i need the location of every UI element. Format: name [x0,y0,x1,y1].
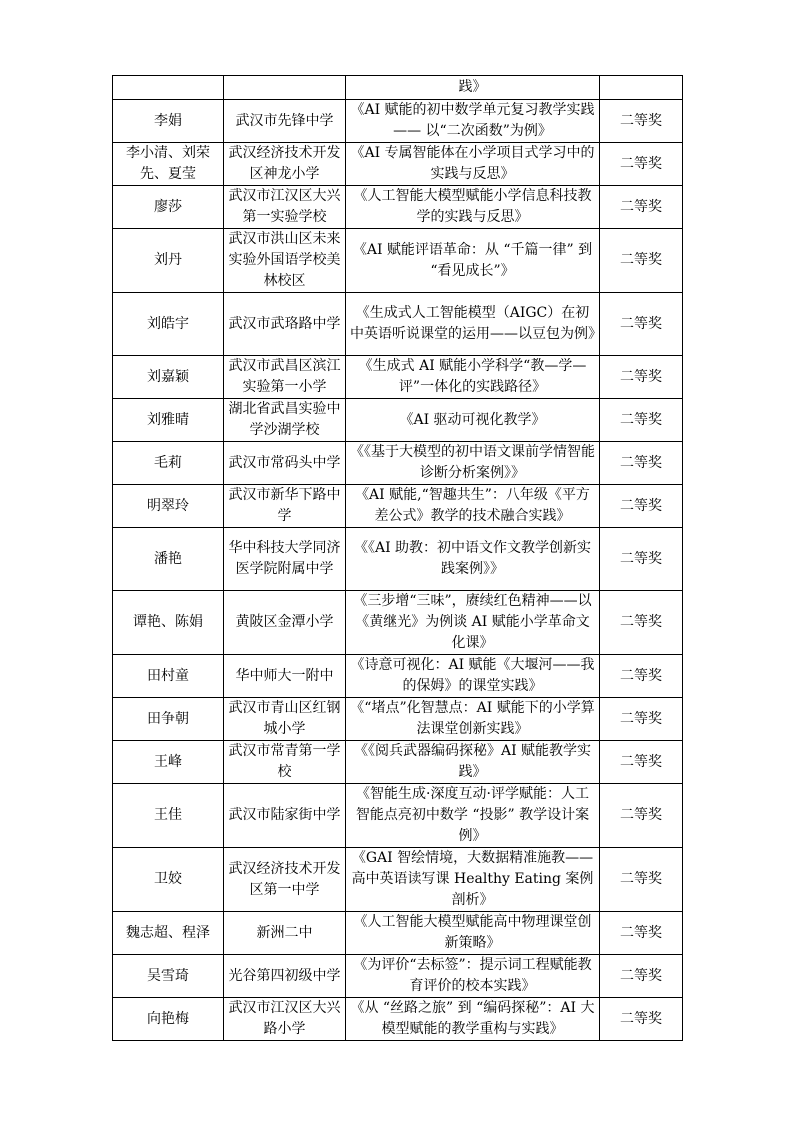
table-row [113,655,683,698]
project-title-cell: 《GAI 智绘情境，大数据精准施教——高中英语读写课 Healthy Eating 案例剖析》 [346,848,600,912]
table-row [113,591,683,655]
project-title-cell: 《智能生成·深度互动·评学赋能：人工智能点亮初中数学 “投影” 教学设计案例》 [346,784,600,848]
award-level-cell: 二等奖 [600,848,683,912]
winner-name-cell: 吴雪琦 [113,955,224,998]
school-cell: 光谷第四初级中学 [224,955,346,998]
document-page [112,75,682,1041]
award-level-cell: 二等奖 [600,655,683,698]
table-row [113,528,683,591]
winner-name-cell: 毛莉 [113,442,224,485]
table-row [113,100,683,143]
school-cell: 武汉市武昌区滨江实验第一小学 [224,356,346,399]
school-cell: 武汉市常青第一学校 [224,741,346,784]
table-row [113,356,683,399]
school-cell: 武汉市陆家街中学 [224,784,346,848]
winner-name-cell: 潘艳 [113,528,224,591]
project-title-cell: 《AI 赋能评语革命：从 “千篇一律” 到 “看见成长”》 [346,229,600,293]
school-cell: 华中科技大学同济医学院附属中学 [224,528,346,591]
award-level-cell: 二等奖 [600,399,683,442]
winner-name-cell: 王佳 [113,784,224,848]
award-level-cell: 二等奖 [600,591,683,655]
project-title-cell: 《“堵点”化智慧点：AI 赋能下的小学算法课堂创新实践》 [346,698,600,741]
awards-table [112,75,683,1041]
award-level-cell: 二等奖 [600,229,683,293]
school-cell: 武汉市先锋中学 [224,100,346,143]
school-cell: 华中师大一附中 [224,655,346,698]
table-row [113,741,683,784]
school-cell: 黄陂区金潭小学 [224,591,346,655]
school-cell: 湖北省武昌实验中学沙湖学校 [224,399,346,442]
project-title-cell: 《三步增“三味”，赓续红色精神——以《黄继光》为例谈 AI 赋能小学革命文化课》 [346,591,600,655]
award-level-cell: 二等奖 [600,442,683,485]
winner-name-cell: 向艳梅 [113,998,224,1041]
winner-name-cell: 李小清、刘荣先、夏莹 [113,143,224,186]
award-level-cell: 二等奖 [600,955,683,998]
winner-name-cell: 刘雅晴 [113,399,224,442]
project-title-cell: 《人工智能大模型赋能小学信息科技教学的实践与反思》 [346,186,600,229]
award-level-cell: 二等奖 [600,998,683,1041]
award-level-cell: 二等奖 [600,293,683,356]
award-level-cell: 二等奖 [600,784,683,848]
winner-name-cell [113,76,224,100]
project-title-cell: 《人工智能大模型赋能高中物理课堂创新策略》 [346,912,600,955]
school-cell: 武汉经济技术开发区神龙小学 [224,143,346,186]
project-title-cell: 《生成式人工智能模型（AIGC）在初中英语听说课堂的运用——以豆包为例》 [346,293,600,356]
school-cell: 武汉市洪山区未来实验外国语学校美林校区 [224,229,346,293]
table-row [113,955,683,998]
school-cell: 武汉市武珞路中学 [224,293,346,356]
table-row [113,784,683,848]
award-level-cell: 二等奖 [600,741,683,784]
award-level-cell: 二等奖 [600,100,683,143]
winner-name-cell: 王峰 [113,741,224,784]
project-title-cell: 《生成式 AI 赋能小学科学“教—学—评”一体化的实践路径》 [346,356,600,399]
school-cell: 武汉经济技术开发区第一中学 [224,848,346,912]
winner-name-cell: 卫姣 [113,848,224,912]
table-row [113,186,683,229]
table-row [113,848,683,912]
winner-name-cell: 刘皓宇 [113,293,224,356]
project-title-cell: 《从 “丝路之旅” 到 “编码探秘”：AI 大模型赋能的教学重构与实践》 [346,998,600,1041]
table-row [113,442,683,485]
table-row [113,698,683,741]
table-row [113,399,683,442]
winner-name-cell: 魏志超、程泽 [113,912,224,955]
award-level-cell: 二等奖 [600,528,683,591]
school-cell: 武汉市江汉区大兴第一实验学校 [224,186,346,229]
school-cell: 武汉市青山区红钢城小学 [224,698,346,741]
project-title-cell: 《AI 驱动可视化教学》 [346,399,600,442]
project-title-cell: 《AI 赋能的初中数学单元复习教学实践 —— 以“二次函数”为例》 [346,100,600,143]
winner-name-cell: 刘嘉颖 [113,356,224,399]
school-cell [224,76,346,100]
winner-name-cell: 田争朝 [113,698,224,741]
table-row [113,76,683,100]
school-cell: 武汉市常码头中学 [224,442,346,485]
award-level-cell: 二等奖 [600,143,683,186]
project-title-cell: 《《基于大模型的初中语文课前学情智能诊断分析案例》》 [346,442,600,485]
table-row [113,229,683,293]
winner-name-cell: 谭艳、陈娟 [113,591,224,655]
table-row [113,485,683,528]
table-row [113,143,683,186]
award-level-cell: 二等奖 [600,356,683,399]
project-title-cell: 《为评价“去标签”：提示词工程赋能教育评价的校本实践》 [346,955,600,998]
table-row [113,998,683,1041]
award-level-cell [600,76,683,100]
school-cell: 武汉市新华下路中学 [224,485,346,528]
project-title-cell: 《《阅兵武器编码探秘》AI 赋能教学实践》 [346,741,600,784]
winner-name-cell: 明翠玲 [113,485,224,528]
award-level-cell: 二等奖 [600,485,683,528]
project-title-cell: 《AI 赋能,“智趣共生”：八年级《平方差公式》教学的技术融合实践》 [346,485,600,528]
winner-name-cell: 李娟 [113,100,224,143]
table-row [113,912,683,955]
school-cell: 新洲二中 [224,912,346,955]
award-level-cell: 二等奖 [600,698,683,741]
award-level-cell: 二等奖 [600,186,683,229]
project-title-cell: 践》 [346,76,600,100]
winner-name-cell: 田村童 [113,655,224,698]
awards-table-body [113,76,683,1041]
project-title-cell: 《AI 专属智能体在小学项目式学习中的实践与反思》 [346,143,600,186]
school-cell: 武汉市江汉区大兴路小学 [224,998,346,1041]
winner-name-cell: 廖莎 [113,186,224,229]
winner-name-cell: 刘丹 [113,229,224,293]
project-title-cell: 《诗意可视化：AI 赋能《大堰河——我的保姆》的课堂实践》 [346,655,600,698]
award-level-cell: 二等奖 [600,912,683,955]
project-title-cell: 《《AI 助教：初中语文作文教学创新实践案例》》 [346,528,600,591]
table-row [113,293,683,356]
